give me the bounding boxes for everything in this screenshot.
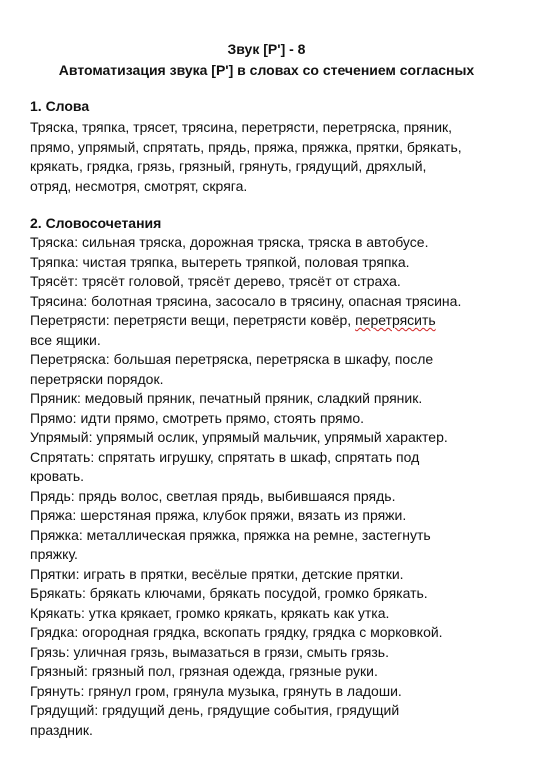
text-line-part: Перетрясти: перетрясти вещи, перетрясти ковёр, (30, 312, 356, 328)
text-line: Грянуть: грянул гром, грянула музыка, грянуть в ладоши. (30, 682, 402, 699)
text-line (30, 311, 520, 331)
text-line: Грядка: огородная грядка, вскопать грядку, грядка с морковкой. (30, 624, 443, 640)
text-line: праздник. (30, 721, 93, 738)
text-line: Пряжа: шерстяная пряжа, клубок пряжи, вязать из пряжи. (30, 507, 407, 523)
text-line: Прятки: играть в прятки, весёлые прятки, детские прятки. (30, 565, 404, 582)
text-line: Тряска, тряпка, трясет, трясина, перетрясти, перетряска, пряник, (30, 119, 453, 135)
text-line: Брякать: брякать ключами, брякать посудой, громко брякать. (30, 585, 428, 601)
phrases-paragraph (30, 233, 520, 740)
text-line: Трясёт: трясёт головой, трясёт дерево, трясёт от страха. (30, 273, 401, 289)
page-subtitle: Автоматизация звука [Р'] в словах со стечением согласных (58, 62, 475, 78)
misspelled-word[interactable]: перетрясить (355, 312, 436, 328)
text-line: кровать. (30, 468, 85, 484)
text-line: Тряпка: чистая тряпка, вытереть тряпкой, половая тряпка. (30, 253, 410, 270)
text-line: Прямо: идти прямо, смотреть прямо, стоять прямо. (30, 409, 365, 426)
words-paragraph (30, 118, 520, 196)
text-line: Грязный: грязный пол, грязная одежда, грязные руки. (30, 663, 378, 679)
text-line: крякать, грядка, грязь, грязный, грянуть, грядущий, дряхлый, (30, 158, 427, 174)
text-line: прямо, упрямый, спрятать, прядь, пряжа, пряжка, прятки, брякать, (30, 138, 462, 155)
text-line: Грядущий: грядущий день, грядущие события, грядущий (30, 702, 400, 718)
text-line: Прядь: прядь волос, светлая прядь, выбившаяся прядь. (30, 487, 396, 504)
section-heading-phrases: 2. Словосочетания (30, 215, 162, 231)
text-line: пряжку. (30, 546, 78, 562)
text-line: Пряжка: металлическая пряжка, пряжка на ремне, застегнуть (30, 526, 431, 543)
text-line: все ящики. (30, 331, 101, 348)
page-title: Звук [Р'] - 8 (227, 41, 306, 57)
text-line: Тряска: сильная тряска, дорожная тряска, тряска в автобусе. (30, 234, 429, 250)
text-line: Грязь: уличная грязь, вымазаться в грязи, смыть грязь. (30, 643, 389, 660)
text-line: Трясина: болотная трясина, засосало в трясину, опасная трясина. (30, 292, 462, 309)
text-line: Упрямый: упрямый ослик, упрямый мальчик, упрямый характер. (30, 429, 448, 445)
text-line: перетряски порядок. (30, 370, 164, 387)
text-line: отряд, несмотря, смотрят, скряга. (30, 177, 248, 194)
text-line: Спрятать: спрятать игрушку, спрятать в шкаф, спрятать под (30, 448, 420, 465)
section-heading-words: 1. Слова (30, 98, 90, 114)
text-line: Крякать: утка крякает, громко крякать, крякать как утка. (30, 604, 390, 621)
text-line: Перетряска: большая перетряска, перетряска в шкафу, после (30, 351, 434, 367)
text-line: Пряник: медовый пряник, печатный пряник, сладкий пряник. (30, 390, 423, 406)
